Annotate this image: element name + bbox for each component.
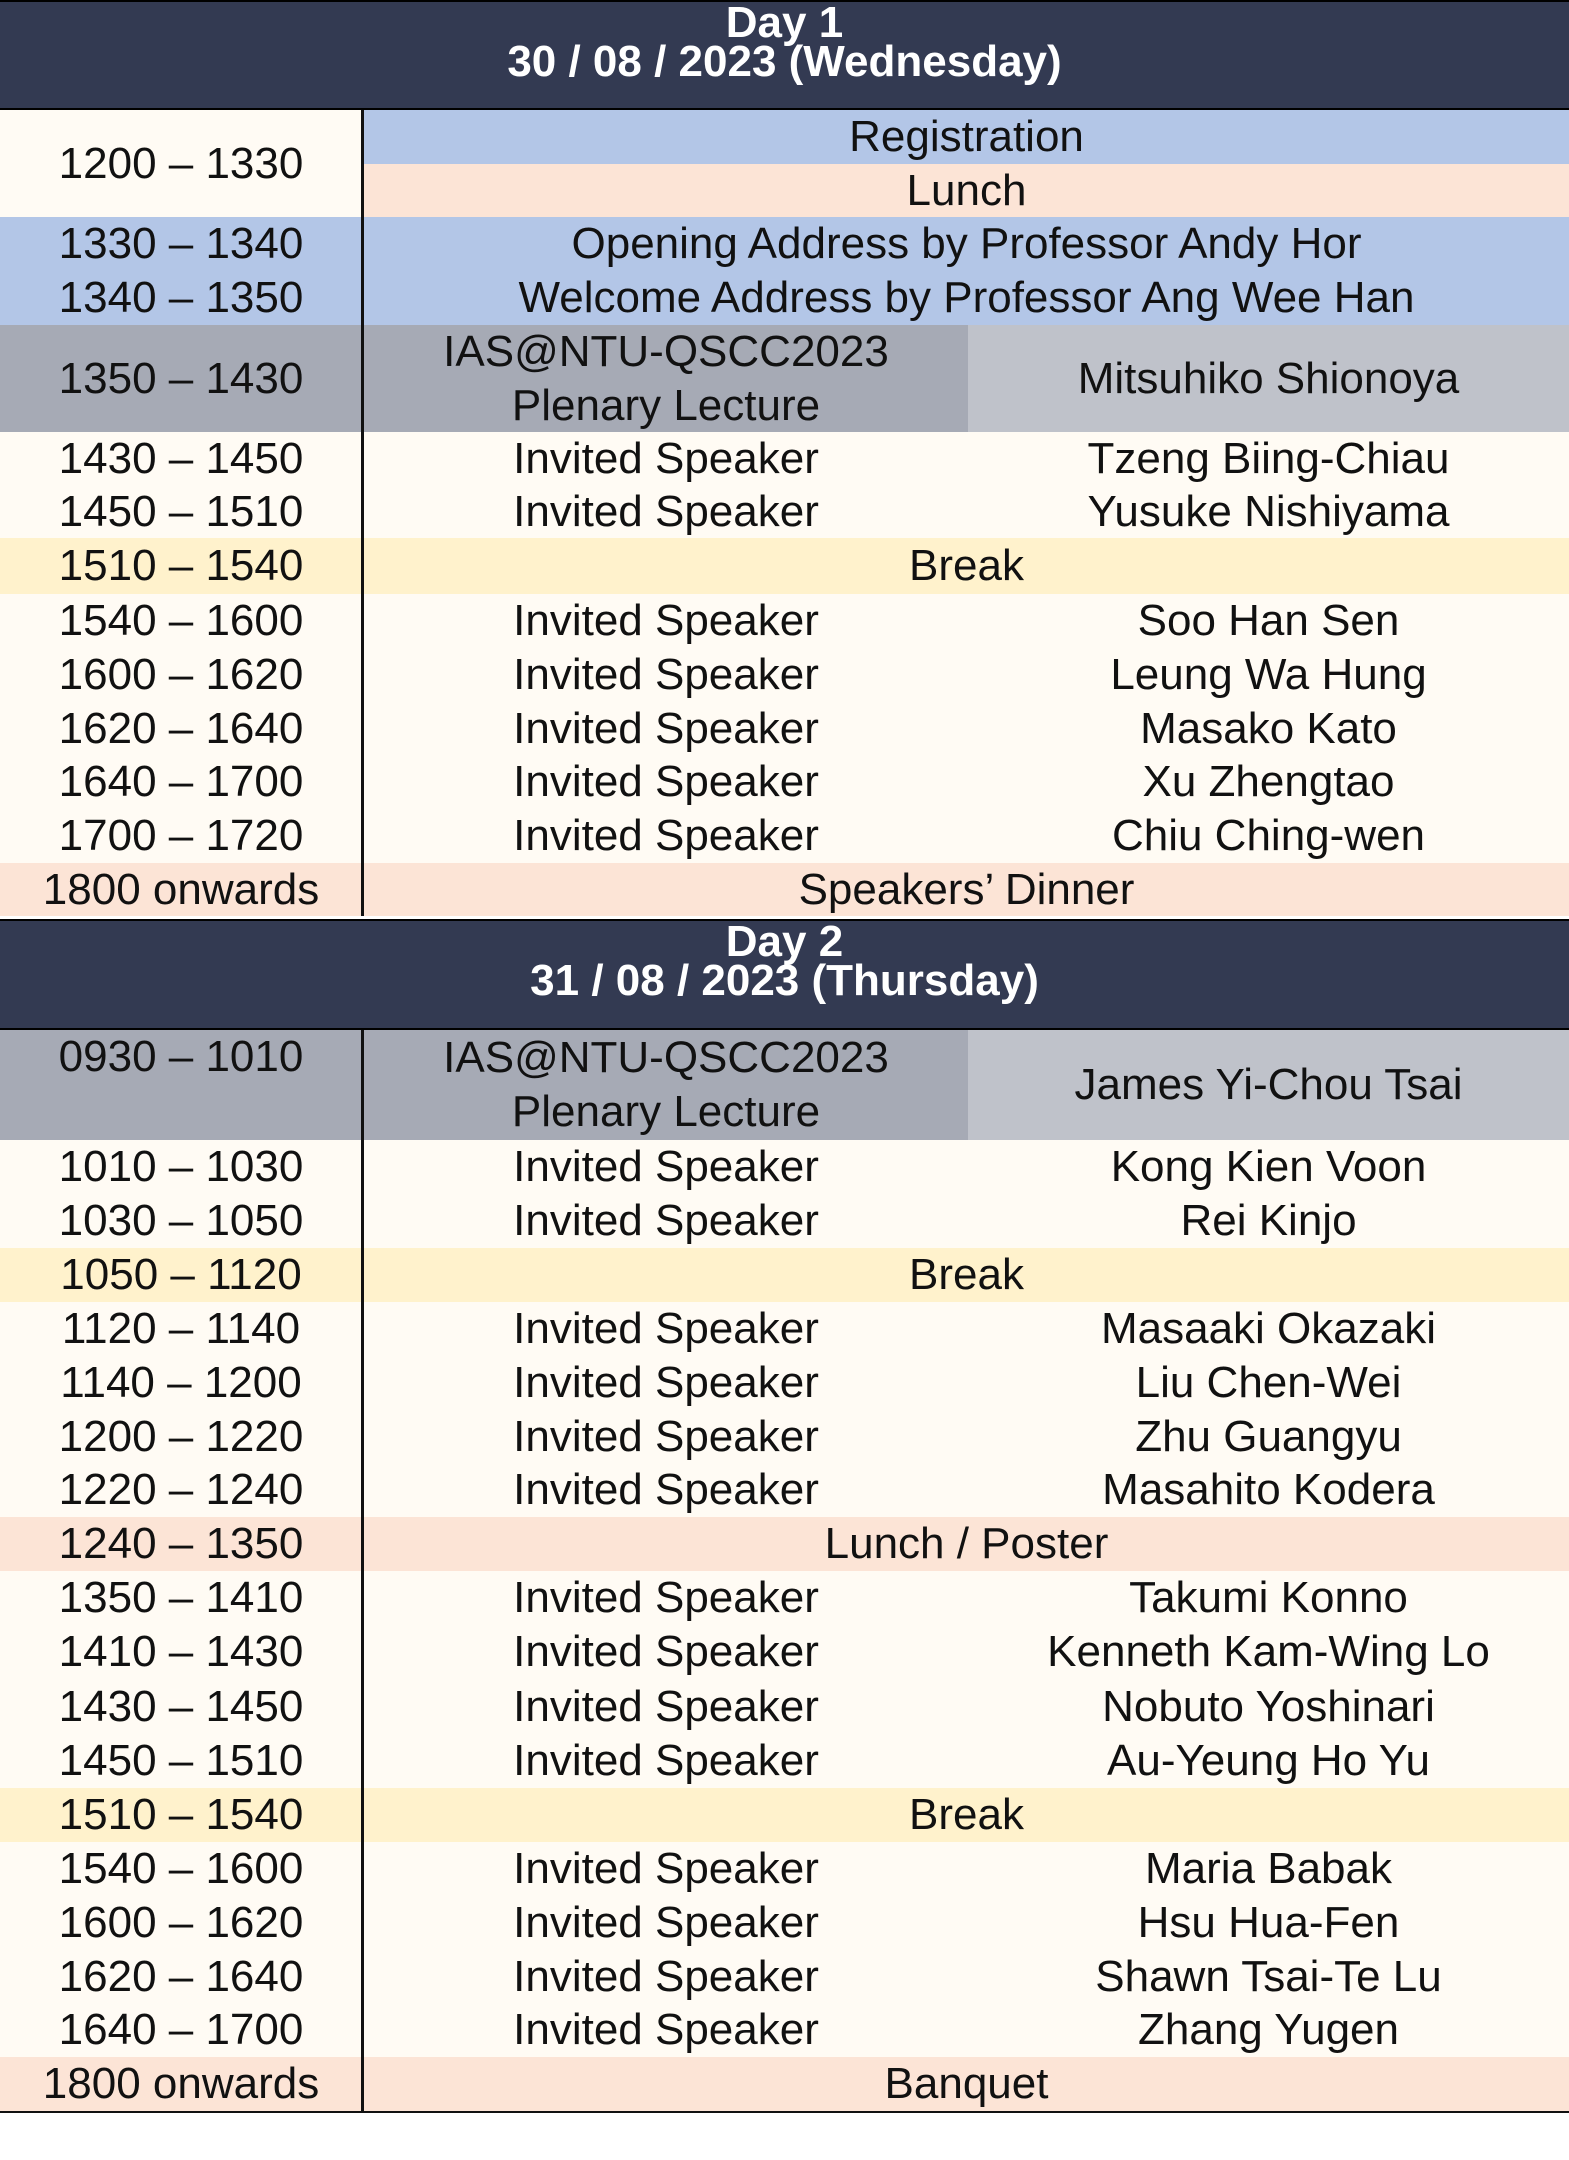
role-cell: Invited Speaker [513,649,819,699]
dinner-row [0,863,1569,916]
speaker-name: Kenneth Kam-Wing Lo [1047,1627,1490,1677]
time-cell: 1340 – 1350 [58,273,304,322]
role-cell: Invited Speaker [513,757,819,807]
role-cell: Invited Speaker [513,1735,819,1785]
time-cell: 1600 – 1620 [58,649,304,699]
role-cell: Invited Speaker [513,2005,819,2055]
time-cell: 1220 – 1240 [58,1465,304,1515]
talk-row [0,1302,1569,1356]
time-cell: 1620 – 1640 [58,703,304,753]
day-date: 30 / 08 / 2023 (Wednesday) [507,37,1062,86]
time-cell: 1010 – 1030 [58,1142,304,1191]
role-cell: Invited Speaker [513,433,819,483]
day-title: Day 2 [725,917,844,966]
role-cell: Invited Speaker [513,1573,819,1623]
talk-row [0,485,1569,538]
talk-row [0,1625,1569,1679]
welcome-address-row [0,271,1569,325]
speaker-name: Leung Wa Hung [1110,649,1427,699]
talk-row [0,1842,1569,1896]
talk-row [0,2003,1569,2057]
speaker-name: Liu Chen-Wei [1135,1357,1402,1407]
registration-block [0,110,1569,217]
talk-row [0,1194,1569,1248]
time-cell: 1350 – 1410 [58,1573,304,1623]
time-cell: 1620 – 1640 [58,1951,304,2001]
time-cell: 1140 – 1200 [60,1357,302,1407]
session-label: Lunch / Poster [824,1519,1109,1569]
role-cell: Invited Speaker [513,1196,819,1245]
time-cell: 1450 – 1510 [58,486,304,536]
time-cell: 1640 – 1700 [58,2005,304,2055]
speaker-name: Zhu Guangyu [1135,1411,1402,1461]
talk-row [0,432,1569,485]
speaker-name: Au-Yeung Ho Yu [1107,1735,1430,1785]
time-cell: 1540 – 1600 [58,1843,304,1893]
day2-header [0,919,1569,1030]
plenary-series: IAS@NTU-QSCC2023 [443,1033,889,1082]
role-cell: Invited Speaker [513,486,819,536]
column-divider [361,110,364,916]
lunch-poster-row [0,1517,1569,1571]
talk-row [0,648,1569,702]
talk-row [0,1140,1569,1194]
talk-row [0,1896,1569,1950]
speaker-name: Masaaki Okazaki [1100,1303,1436,1353]
time-cell: 1450 – 1510 [58,1735,304,1785]
speaker-name: Kong Kien Voon [1110,1142,1427,1191]
talk-row [0,1410,1569,1464]
talk-row [0,1356,1569,1410]
time-cell: 1600 – 1620 [58,1897,304,1947]
plenary-series: IAS@NTU-QSCC2023 [443,326,889,376]
talk-row [0,702,1569,756]
banquet-row [0,2057,1569,2111]
lunch-label: Lunch [364,164,1569,217]
time-cell: 1640 – 1700 [58,757,304,807]
break-row [0,1248,1569,1302]
speaker-name: Yusuke Nishiyama [1087,486,1450,536]
time-cell: 0930 – 1010 [58,1032,304,1081]
session-label: Speakers’ Dinner [798,864,1135,914]
role-cell: Invited Speaker [513,1411,819,1461]
role-cell: Invited Speaker [513,1627,819,1677]
time-cell: 1030 – 1050 [58,1196,304,1245]
speaker-name: James Yi-Chou Tsai [1074,1060,1463,1109]
time-cell: 1120 – 1140 [61,1303,301,1353]
talk-row [0,1463,1569,1517]
time-cell: 1350 – 1430 [58,353,304,403]
talk-row [0,1571,1569,1625]
talk-row [0,594,1569,648]
column-divider [361,1030,364,2111]
plenary-label: Plenary Lecture [511,1087,821,1136]
table-rule [0,2111,1569,2113]
registration-label: Registration [364,110,1569,164]
time-cell: 1510 – 1540 [58,1790,304,1839]
session-label: Break [909,1790,1024,1839]
speaker-name: Tzeng Biing-Chiau [1087,433,1450,483]
speaker-name: Soo Han Sen [1137,595,1400,645]
plenary-row [0,325,1569,432]
session-label: Opening Address by Professor Andy Hor [571,219,1362,268]
role-cell: Invited Speaker [513,1303,819,1353]
speaker-name: Nobuto Yoshinari [1102,1681,1435,1731]
time-cell: 1800 onwards [42,2059,320,2109]
break-row [0,538,1569,594]
role-cell: Invited Speaker [513,1142,819,1191]
day-date: 31 / 08 / 2023 (Thursday) [530,956,1039,1005]
time-cell: 1700 – 1720 [58,811,304,861]
role-cell: Invited Speaker [513,1843,819,1893]
session-label: Welcome Address by Professor Ang Wee Han [518,273,1415,322]
role-cell: Invited Speaker [513,595,819,645]
day1-header [0,0,1569,110]
role-cell: Invited Speaker [513,1357,819,1407]
day-title: Day 1 [725,0,844,47]
speaker-name: Shawn Tsai-Te Lu [1095,1951,1442,2001]
time-cell: 1410 – 1430 [58,1627,304,1677]
break-row [0,1788,1569,1842]
plenary-row [0,1030,1569,1140]
talk-row [0,1680,1569,1734]
talk-row [0,1950,1569,2004]
role-cell: Invited Speaker [513,1465,819,1515]
session-label: Break [909,1250,1024,1299]
time-cell: 1330 – 1340 [58,219,304,268]
talk-row [0,809,1569,863]
time-cell: 1540 – 1600 [58,595,304,645]
time-cell: 1800 onwards [42,864,320,914]
role-cell: Invited Speaker [513,703,819,753]
speaker-name: Zhang Yugen [1138,2005,1399,2055]
speaker-name: Xu Zhengtao [1142,757,1395,807]
time-cell: 1430 – 1450 [58,433,304,483]
role-cell: Invited Speaker [513,1681,819,1731]
plenary-role [364,325,968,432]
speaker-name: Masahito Kodera [1102,1465,1435,1515]
session-label: Banquet [884,2059,1049,2109]
role-cell: Invited Speaker [513,1897,819,1947]
speaker-name: Chiu Ching-wen [1111,811,1426,861]
speaker-name: Mitsuhiko Shionoya [1077,353,1460,403]
time-cell: 1200 – 1220 [58,1411,304,1461]
speaker-name: Masako Kato [1140,703,1397,753]
talk-row [0,1734,1569,1788]
session-label: Break [909,541,1024,590]
time-cell: 1510 – 1540 [58,541,304,590]
opening-address-row [0,217,1569,271]
talk-row [0,755,1569,809]
time-cell: 1240 – 1350 [58,1519,304,1569]
plenary-label: Plenary Lecture [511,380,821,430]
time-cell: 1200 – 1330 [58,138,304,188]
speaker-name: Rei Kinjo [1180,1196,1357,1245]
plenary-role [364,1030,968,1140]
role-cell: Invited Speaker [513,811,819,861]
role-cell: Invited Speaker [513,1951,819,2001]
speaker-name: Hsu Hua-Fen [1137,1897,1400,1947]
time-cell: 1430 – 1450 [58,1681,304,1731]
speaker-name: Maria Babak [1144,1843,1392,1893]
speaker-name: Takumi Konno [1129,1573,1408,1623]
time-cell: 1050 – 1120 [60,1250,302,1299]
